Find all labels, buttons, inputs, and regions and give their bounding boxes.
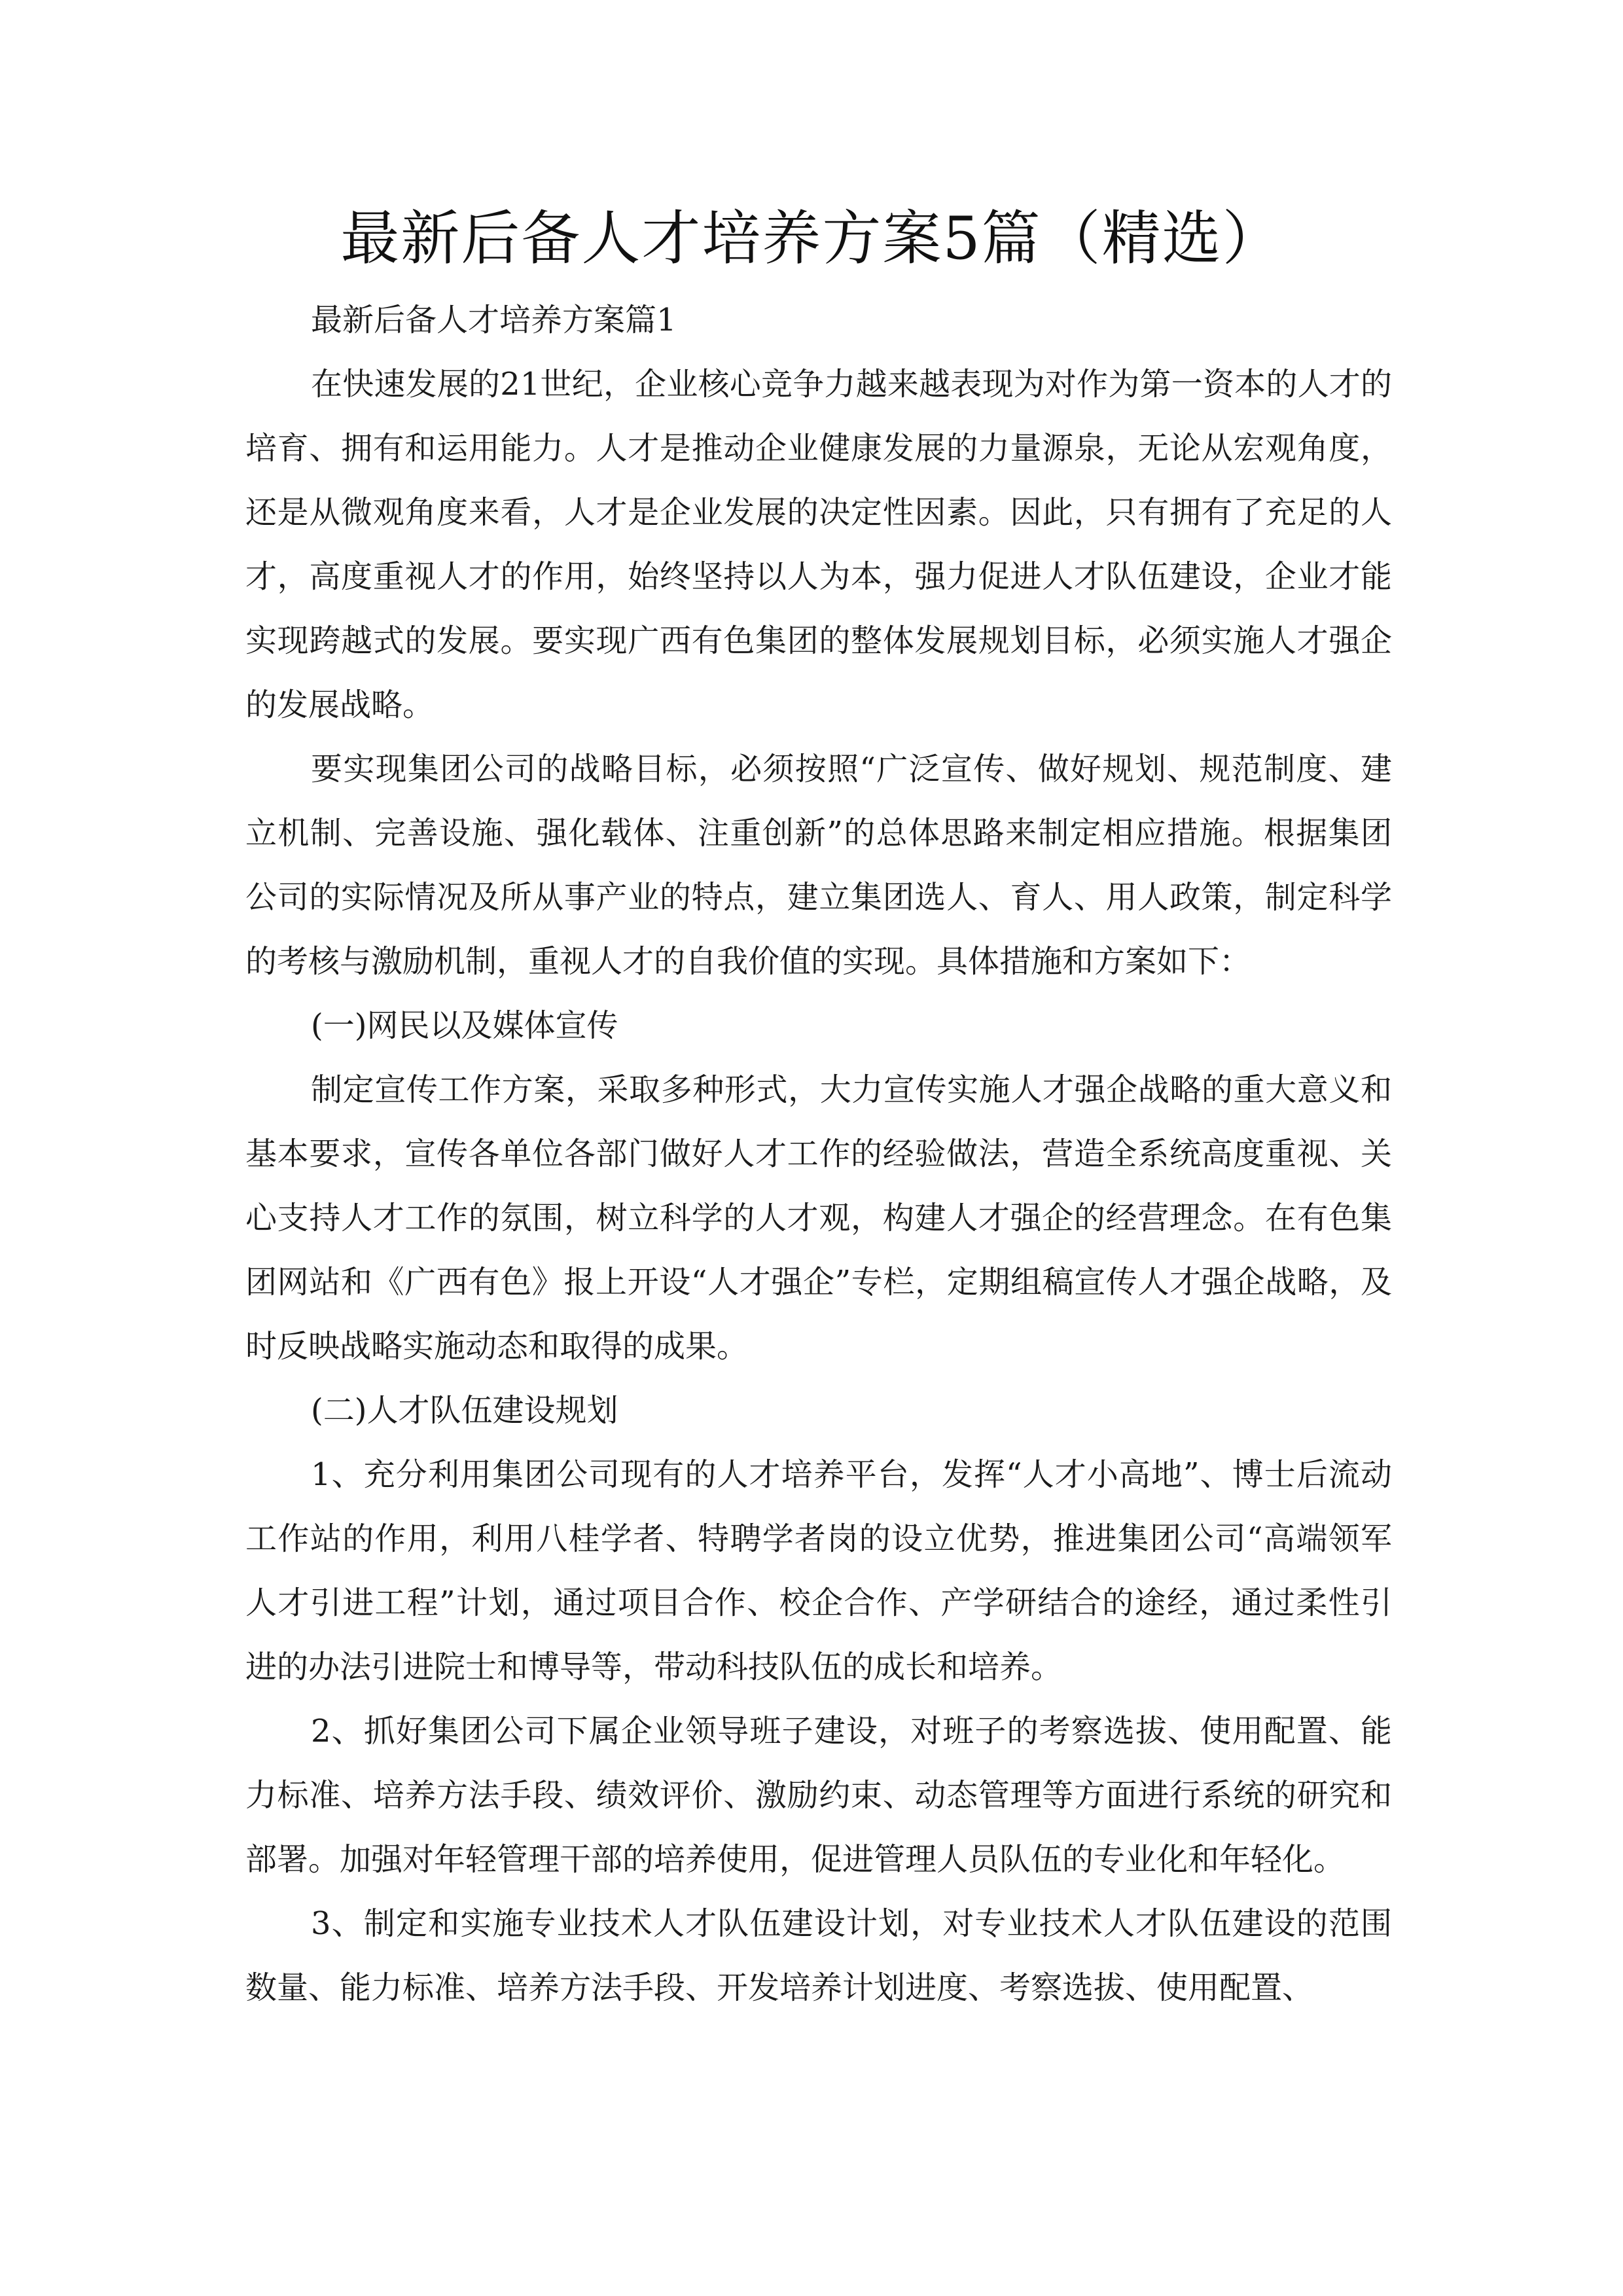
paragraph-strategy: 要实现集团公司的战略目标，必须按照“广泛宣传、做好规划、规范制度、建立机制、完善设施、强化载体、注重创新”的总体思路来制定相应措施。根据集团公司的实际情况及所从事产业的特点，建立集团选人、育人、用人政策，制定科学的考核与激励机制，重视人才的自我价值的实现。具体措施和方案如下： — [245, 751, 1392, 980]
subheading-team-planning: (二)人才队伍建设规划 — [311, 1392, 618, 1429]
paragraph-item-1: 1、充分利用集团公司现有的人才培养平台，发挥“人才小高地”、博士后流动工作站的作用，利用八桂学者、特聘学者岗的设立优势，推进集团公司“高端领军人才引进工程”计划，通过项目合作、校企合作、产学研结合的途经，通过柔性引进的办法引进院士和博导等，带动科技队伍的成长和培养。 — [245, 1456, 1392, 1685]
document-title: 最新后备人才培养方案5篇（精选） — [340, 204, 1283, 273]
subheading-publicity: (一)网民以及媒体宣传 — [311, 1007, 618, 1044]
paragraph-intro: 在快速发展的21世纪，企业核心竞争力越来越表现为对作为第一资本的人才的培育、拥有和运用能力。人才是推动企业健康发展的力量源泉，无论从宏观角度，还是从微观角度来看，人才是企业发展的决定性因素。因此，只有拥有了充足的人才，高度重视人才的作用，始终坚持以人为本，强力促进人才队伍建设，企业才能实现跨越式的发展。要实现广西有色集团的整体发展规划目标，必须实施人才强企的发展战略。 — [245, 366, 1392, 723]
paragraph-item-3: 3、制定和实施专业技术人才队伍建设计划，对专业技术人才队伍建设的范围数量、能力标准、培养方法手段、开发培养计划进度、考察选拔、使用配置、 — [245, 1905, 1392, 2006]
document-body — [245, 288, 1392, 2020]
paragraph-item-2: 2、抓好集团公司下属企业领导班子建设，对班子的考察选拔、使用配置、能力标准、培养方法手段、绩效评价、激励约束、动态管理等方面进行系统的研究和部署。加强对年轻管理干部的培养使用，促进管理人员队伍的专业化和年轻化。 — [245, 1713, 1392, 1878]
paragraph-publicity: 制定宣传工作方案，采取多种形式，大力宣传实施人才强企战略的重大意义和基本要求，宣传各单位各部门做好人才工作的经验做法，营造全系统高度重视、关心支持人才工作的氛围，树立科学的人才观，构建人才强企的经营理念。在有色集团网站和《广西有色》报上开设“人才强企”专栏，定期组稿宣传人才强企战略，及时反映战略实施动态和取得的成果。 — [245, 1071, 1392, 1365]
section-heading: 最新后备人才培养方案篇1 — [311, 302, 677, 338]
